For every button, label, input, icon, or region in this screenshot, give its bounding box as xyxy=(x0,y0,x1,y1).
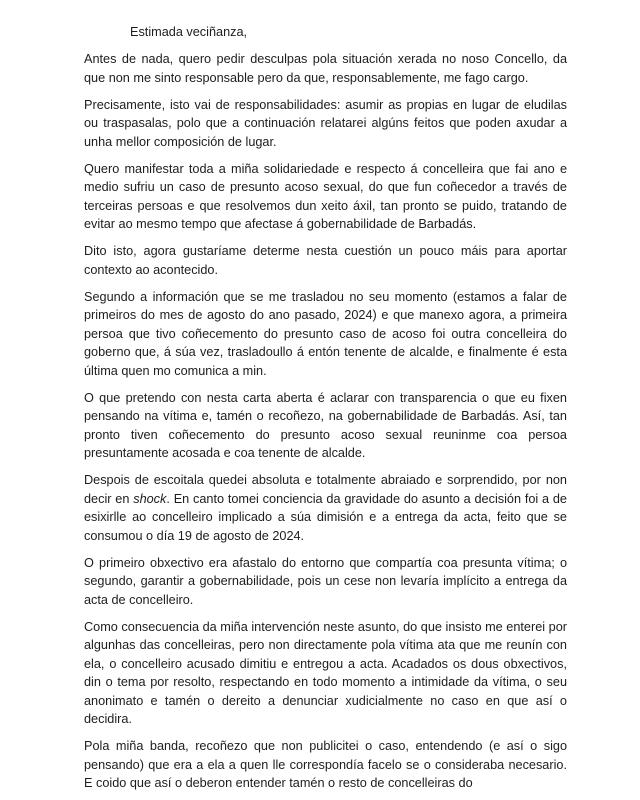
letter-paragraph: Dito isto, agora gustaríame determe nesta cuestión un pouco máis para aportar contexto ao acontecido. xyxy=(84,244,567,277)
letter-paragraph xyxy=(84,471,567,545)
salutation: Estimada veciñanza, xyxy=(130,25,248,39)
letter-paragraph: Segundo a información que se me trasladou no seu momento (estamos a falar de primeiros do mes de agosto do ano pasado, 2024) e que manexo agora, a primeira persoa que tivo coñecemento do presunto caso de acoso foi outra concelleira do goberno que, á súa vez, trasladoullo á entón tenente de alcalde, e finalmente é esta última quen mo comunica a min. xyxy=(84,289,567,378)
letter-paragraph: Pola miña banda, recoñezo que non publicitei o caso, entendendo (e así o sigo pensando) que era a ela a quen lle correspondía facelo se o consideraba necesario. E coido que así o deberon entender tamén o resto de concelleiras do xyxy=(84,739,567,790)
paragraph-text: Despois de escoitala quedei absoluta e totalmente abraiado e sorprendido, por non decir en xyxy=(84,473,567,506)
emphasis-shock: shock xyxy=(133,491,167,506)
letter-paragraph: Precisamente, isto vai de responsabilidades: asumir as propias en lugar de eludilas ou traspasalas, polo que a continuación relatarei algúns feitos que poden axudar a unha mellor composición de lugar. xyxy=(84,97,567,149)
paragraph-text: . En canto tomei conciencia da gravidade do asunto a decisión foi a de esixirlle ao concelleiro implicado a súa dimisión e a entrega da acta, feito que se consumou o día 19 de agosto de 2024. xyxy=(84,491,567,543)
letter-paragraph: Antes de nada, quero pedir desculpas pola situación xerada no noso Concello, da que non me sinto responsable pero da que, responsablemente, me fago cargo. xyxy=(84,52,567,85)
letter-paragraph: Quero manifestar toda a miña solidariedade e respecto á concelleira que fai ano e medio sufriu un caso de presunto acoso sexual, do que fun coñecedor a través de terceiras persoas e que resolvemos dun xeito áxil, tan pronto se puido, tratando de evitar ao mesmo tempo que afectase á gobernabilidade de Barbadás. xyxy=(84,161,567,231)
letter-paragraph: Como consecuencia da miña intervención neste asunto, do que insisto me enterei por algunhas das concelleiras, pero non directamente pola vítima ata que me reunín con ela, o concelleiro acusado dimitiu e entregou a acta. Acadados os dous obxectivos, din o tema por resolto, respectando en todo momento a intimidade da vítima, o seu anonimato e tamén o dereito a denunciar xudicialmente no caso en que así o decidira. xyxy=(84,619,567,726)
letter-paragraph: O que pretendo con nesta carta aberta é aclarar con transparencia o que eu fixen pensando na vítima e, tamén o recoñezo, na gobernabilidade de Barbadás. Así, tan pronto tiven coñecemento do presunto acoso sexual reuninme coa persoa presuntamente acosada e coa tenente de alcalde. xyxy=(84,390,567,460)
letter-paragraph: O primeiro obxectivo era afastalo do entorno que compartía coa presunta vítima; o segundo, garantir a gobernabilidade, pois un cese non levaría implícito a entrega da acta de concelleiro. xyxy=(84,555,567,607)
